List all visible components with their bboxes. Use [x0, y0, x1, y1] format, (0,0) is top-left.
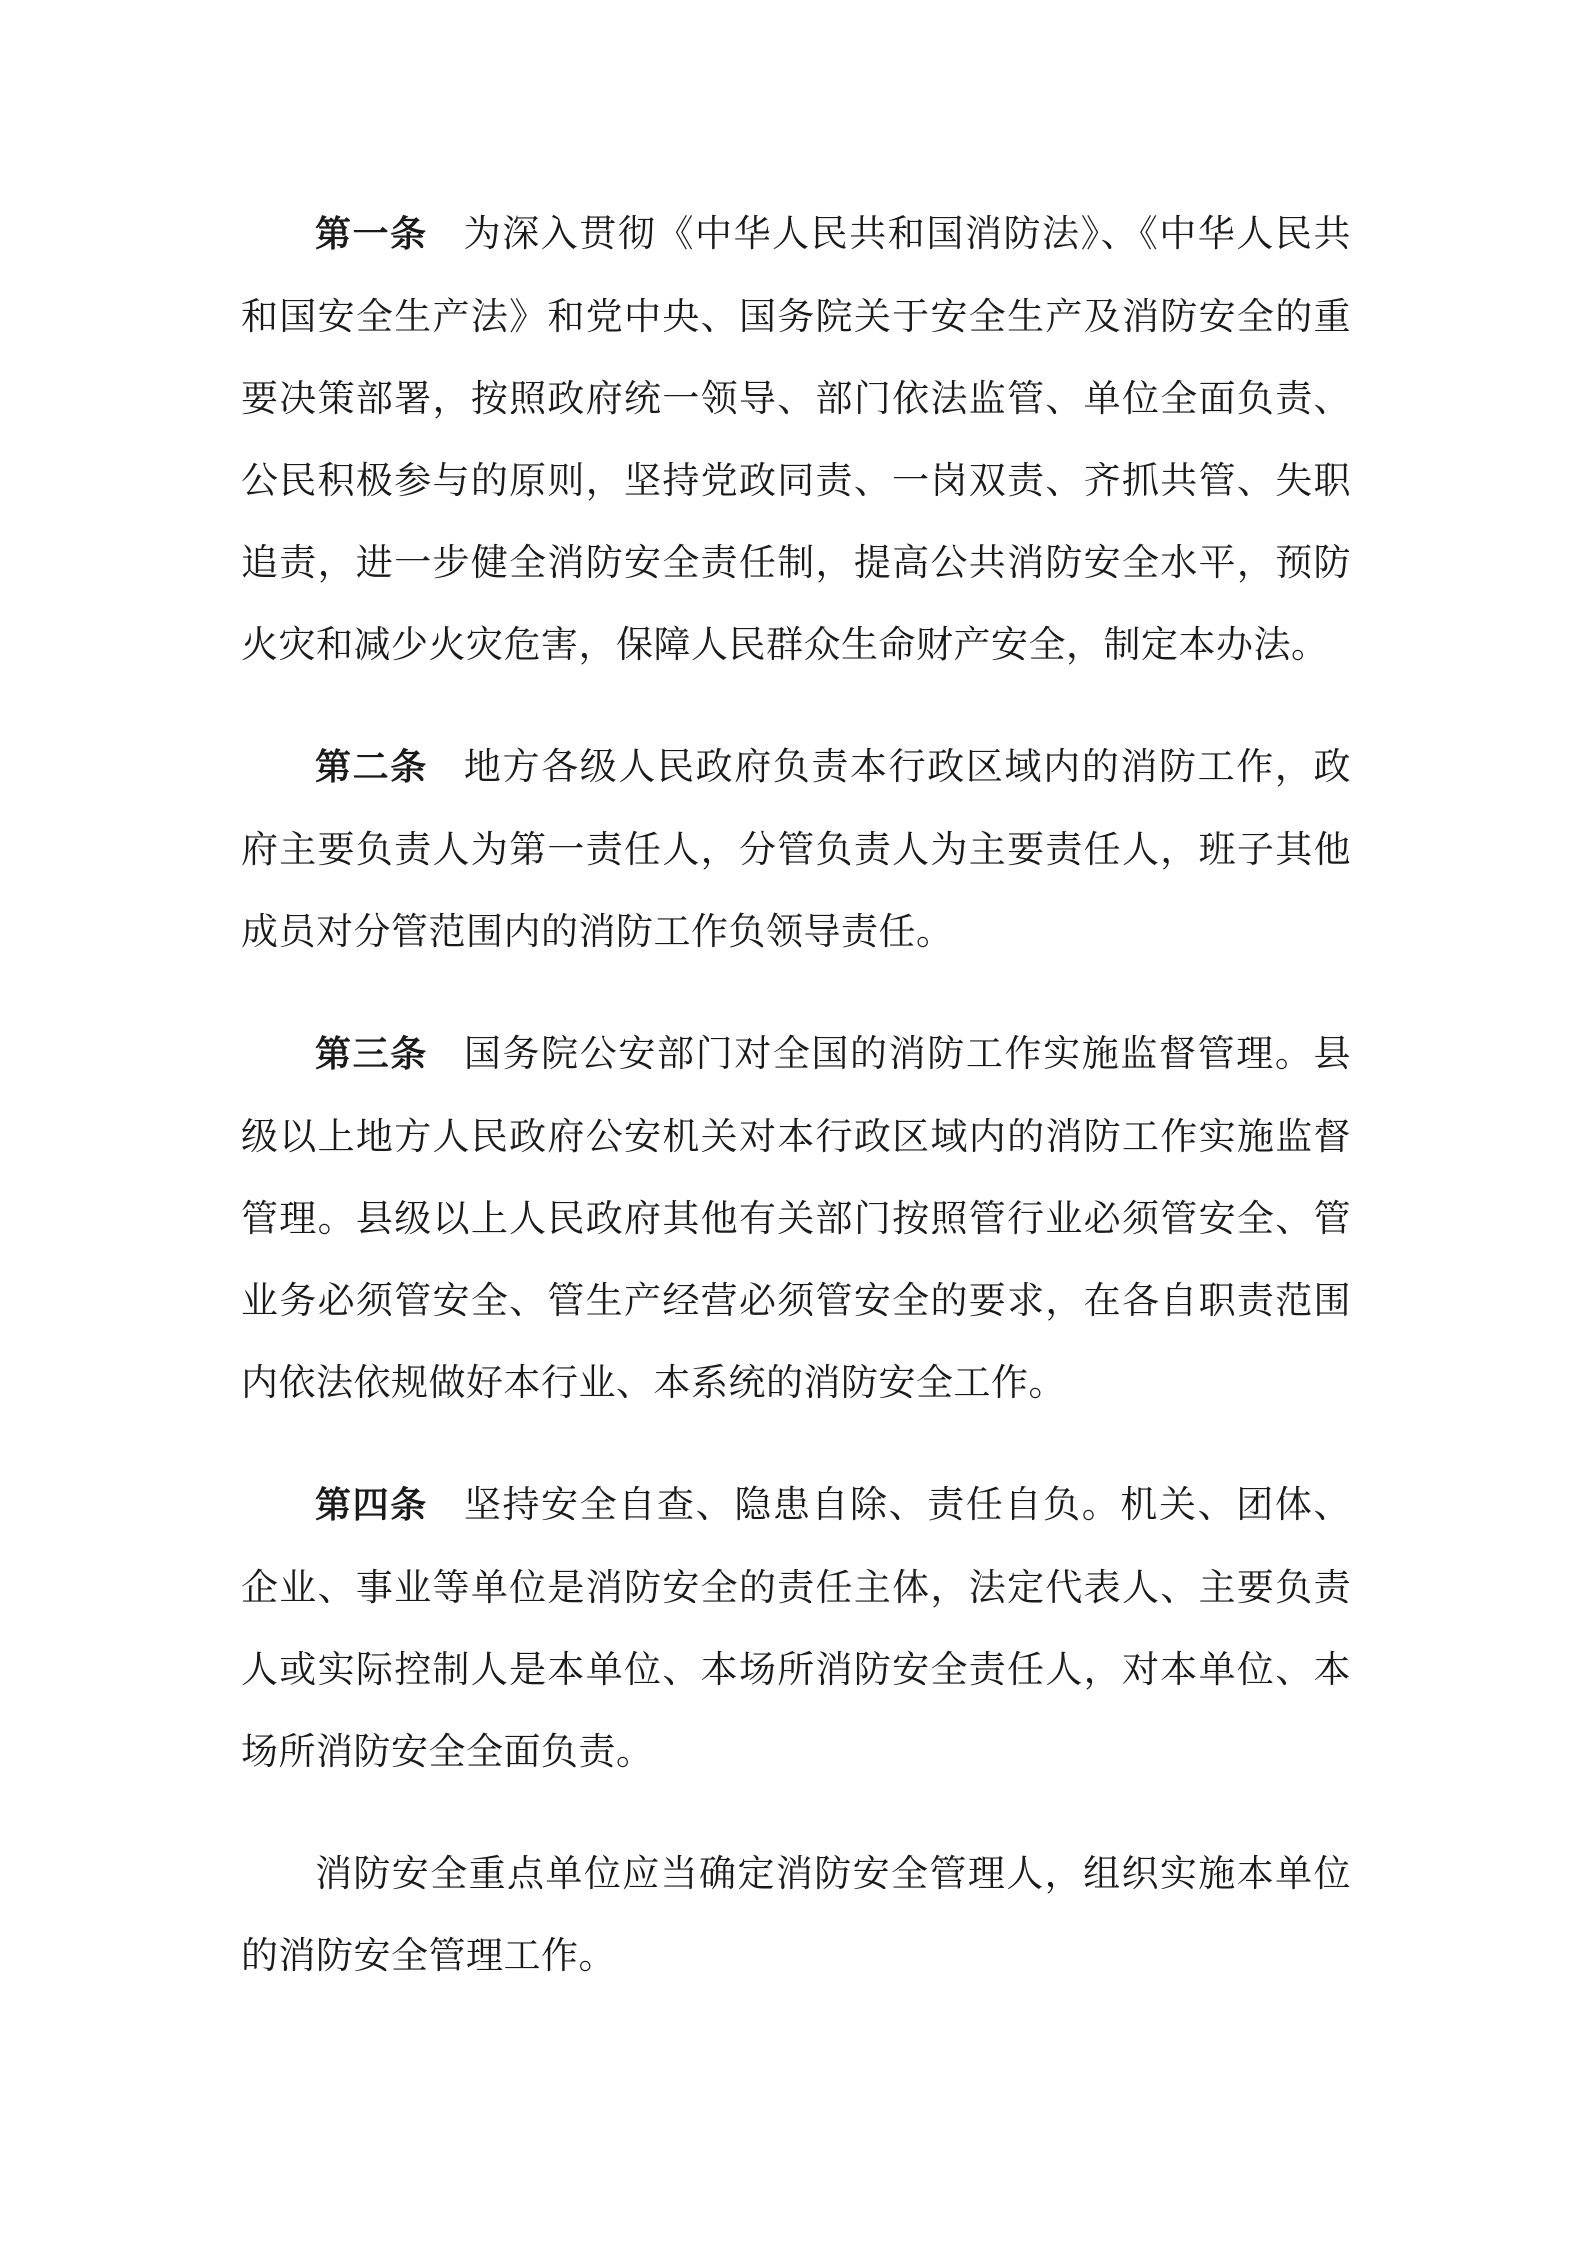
- document-body: [241, 193, 1351, 2037]
- article-3: [241, 1013, 1351, 1424]
- article-text: 为深入贯彻《中华人民共和国消防法》、《中华人民共和国安全生产法》和党中央、国务院关于安全生产及消防安全的重要决策部署，按照政府统一领导、部门依法监管、单位全面负责、公民积极参与的原则，坚持党政同责、一岗双责、齐抓共管、失职追责，进一步健全消防安全责任制，提高公共消防安全水平，预防火灾和减少火灾危害，保障人民群众生命财产安全，制定本办法。: [241, 212, 1351, 666]
- article-number: 第四条: [315, 1485, 428, 1526]
- article-number: 第一条: [315, 214, 428, 255]
- article-number: 第二条: [315, 747, 428, 788]
- article-text: 国务院公安部门对全国的消防工作实施监督管理。县级以上地方人民政府公安机关对本行政区域内的消防工作实施监督管理。县级以上人民政府其他有关部门按照管行业必须管安全、管业务必须管安全、管生产经营必须管安全的要求，在各自职责范围内依法依规做好本行业、本系统的消防安全工作。: [241, 1032, 1351, 1404]
- article-4: [241, 1464, 1351, 1793]
- paragraph-key-units: 消防安全重点单位应当确定消防安全管理人，组织实施本单位的消防安全管理工作。: [241, 1852, 1351, 1977]
- article-1: [241, 193, 1351, 686]
- article-number: 第三条: [315, 1034, 428, 1075]
- article-2: [241, 726, 1351, 973]
- article-text: 坚持安全自查、隐患自除、责任自负。机关、团体、企业、事业等单位是消防安全的责任主体，法定代表人、主要负责人或实际控制人是本单位、本场所消防安全责任人，对本单位、本场所消防安全全面负责。: [241, 1483, 1351, 1773]
- article-text: 地方各级人民政府负责本行政区域内的消防工作，政府主要负责人为第一责任人，分管负责人为主要责任人，班子其他成员对分管范围内的消防工作负领导责任。: [241, 745, 1351, 953]
